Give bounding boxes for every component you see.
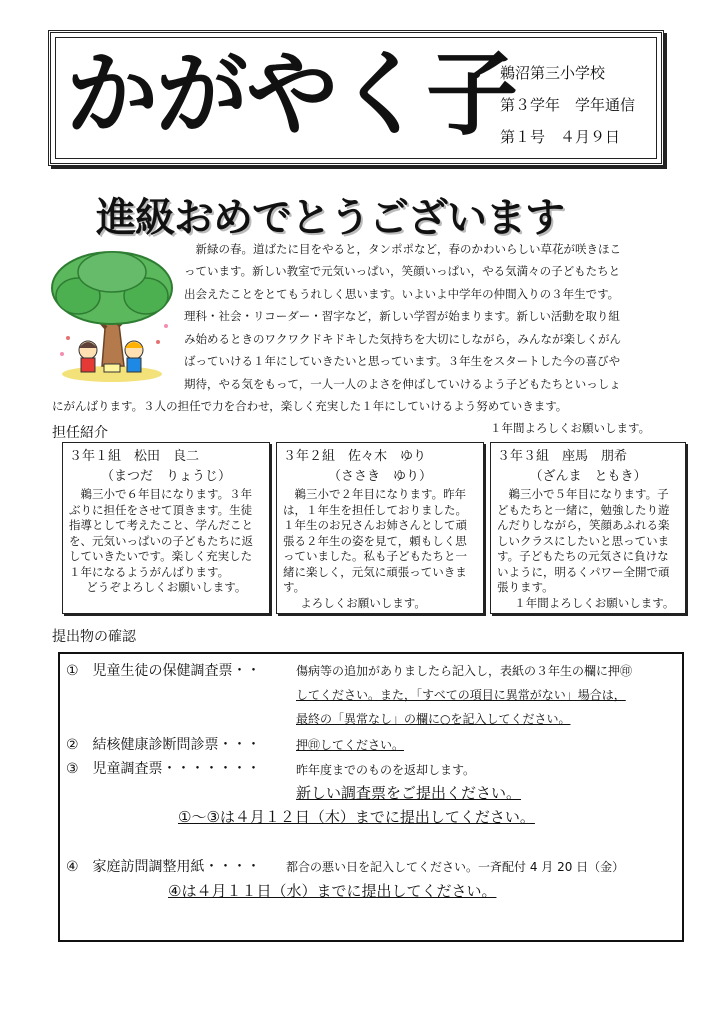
greeting-line-4: 理科・社会・リコーダー・習字など，新しい学習が始まります。新しい活動を取り組 [184, 309, 620, 323]
submission-item-2-detail: 押㊞してください。 [296, 738, 405, 752]
greeting-line-3: 出会えたことをとてもうれしく思います。いよいよ中学年の仲間入りの３年生です。 [184, 287, 620, 301]
teacher-closing: よろしくお願いします。 [300, 595, 426, 610]
submission-item-1-detail-1: 傷病等の追加がありましたら記入し，表紙の３年生の欄に押㊞ [296, 664, 633, 678]
submission-item-1-detail-3: 最終の「異常なし」の欄に○を記入してください。 [296, 712, 571, 726]
teacher-message: 鵜三小で６年目になります。３年ぶりに担任をさせて頂きます。生徒指導として考えたこと、学んだことを、元気いっぱいの子どもたちに返していきたいです。楽しく充実した１年になるようがんばります。 [69, 487, 253, 579]
greeting-line-2: っています。新しい教室で元気いっぱい，笑顔いっぱい，やる気満々の子どもたちと [184, 264, 621, 278]
tree-with-children-illustration [48, 246, 176, 386]
teacher-reading: （ざんま ともき） [529, 468, 647, 484]
submission-item-3-label: ③ 児童調査票・・・・・・・ [66, 761, 261, 777]
teacher-message: 鵜三小で５年目になります。子どもたちと一緒に，勉強したり遊んだりしながら，笑顔あふれる楽しいクラスにしたいと思っています。子どもたちの元気さに負けないように，明るくパワー全開で頑張ります。 [497, 487, 670, 594]
greeting-line-6: ばっていける１年にしていきたいと思っています。３年生をスタートした今の喜びや [184, 354, 621, 368]
teacher-name: ３年３組 座馬 朋希 [497, 449, 628, 464]
greeting-line-7: 期待，やる気をもって，一人一人のよさを伸ばしていけるよう子どもたちといっしょ [184, 377, 621, 391]
teacher-reading: （ささき ゆり） [327, 468, 432, 484]
teacher-name: ３年２組 佐々木 ゆり [283, 449, 427, 464]
greeting-line-1: 新緑の春。道ばたに目をやると，タンポポなど，春のかわいらしい草花が咲きほこ [184, 242, 621, 256]
submission-item-4-label: ④ 家庭訪問調整用紙・・・・ [66, 859, 261, 875]
teacher-card-class-2 [276, 442, 484, 614]
teacher-name: ３年１組 松田 良二 [69, 449, 200, 464]
greeting-line-8: にがんばります。３人の担任で力を合わせ，楽しく充実した１年にしていけるよう努めていきます。 [52, 399, 568, 413]
teachers-heading: 担任紹介 [52, 425, 108, 441]
issue-date: 第１号 ４月９日 [500, 128, 621, 146]
submissions-heading: 提出物の確認 [52, 629, 136, 645]
greeting-line-5: み始めるときのワクワクドキドキした気持ちを大切にしながら，みんなが楽しくがん [184, 332, 621, 346]
submission-item-4-detail: 都合の悪い日を記入してください。一斉配付 4 月 20 日（金） [286, 860, 625, 874]
deadline-items-1-3: ①～③は４月１２日（木）までに提出してください。 [178, 808, 535, 826]
headline: 進級おめでとうございます [96, 195, 564, 241]
submission-item-3-detail: 昨年度までのものを返却します。 [296, 763, 476, 777]
teacher-reading: （まつだ りょうじ） [100, 468, 231, 484]
teacher-closing: １年間よろしくお願いします。 [514, 595, 675, 610]
newsletter-title: かがやく子 [66, 41, 517, 148]
teacher-card-class-3 [490, 442, 686, 614]
grade-newsletter-label: 第３学年 学年通信 [500, 96, 636, 114]
greeting-closing: １年間よろしくお願いします。 [490, 421, 651, 435]
deadline-item-4: ④は４月１１日（水）までに提出してください。 [168, 882, 497, 900]
school-name: 鵜沼第三小学校 [500, 64, 606, 82]
teacher-closing: どうぞよろしくお願いします。 [86, 580, 247, 594]
submission-item-1-detail-2: してください。また，「すべての項目に異常がない」場合は， [296, 688, 626, 702]
submission-item-3-new-form: 新しい調査票をご提出ください。 [296, 784, 522, 802]
submission-item-2-label: ② 結核健康診断問診票・・・ [66, 737, 261, 753]
teacher-message: 鵜三小で２年目になります。昨年は，１年生を担任しておりました。１年生のお兄さんお姉さんとして頑張る２年生の姿を見て，頼もしく思っていました。私も子どもたちと一緒に楽しく，元気に頑張っていきます。 [283, 487, 467, 594]
submission-item-1-label: ① 児童生徒の保健調査票・・ [66, 663, 261, 679]
teacher-card-class-1 [62, 442, 270, 614]
